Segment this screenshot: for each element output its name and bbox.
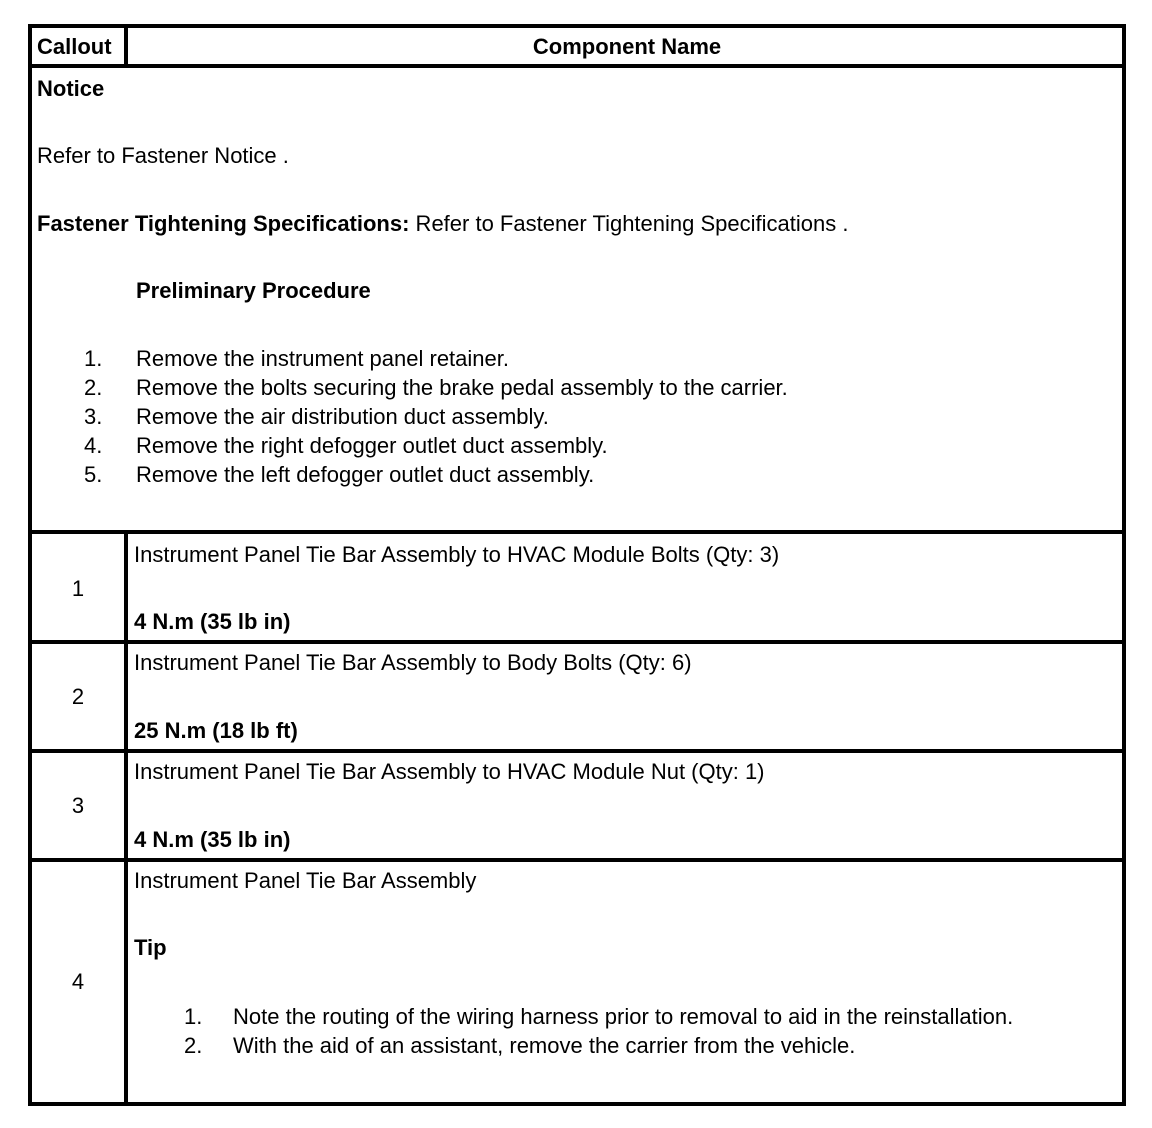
tip-title: Tip	[134, 935, 167, 960]
row3-divider	[32, 858, 1122, 862]
row-component-name: Instrument Panel Tie Bar Assembly	[134, 868, 477, 893]
row-component-name: Instrument Panel Tie Bar Assembly to HVAC Module Bolts (Qty: 3)	[134, 542, 780, 567]
step-number: 4.	[84, 433, 103, 458]
notice-spec-line	[37, 211, 848, 237]
step-text: Remove the bolts securing the brake pedal assembly to the carrier.	[136, 375, 788, 400]
notice-divider	[32, 530, 1122, 534]
row-callout: 1	[71, 576, 85, 601]
row-torque: 4 N.m (35 lb in)	[134, 827, 291, 852]
notice-refer-text: Refer to Fastener Notice .	[37, 143, 289, 168]
tip-step-number: 2.	[184, 1033, 203, 1058]
row-callout: 4	[71, 969, 85, 994]
row-callout: 2	[71, 684, 85, 709]
header-callout: Callout	[37, 34, 112, 59]
column-divider	[124, 534, 128, 1106]
spec-text: Refer to Fastener Tightening Specifications .	[409, 211, 849, 236]
step-number: 1.	[84, 346, 103, 371]
row-component-name: Instrument Panel Tie Bar Assembly to Body Bolts (Qty: 6)	[134, 650, 692, 675]
step-text: Remove the air distribution duct assembly.	[136, 404, 549, 429]
tip-step-text: Note the routing of the wiring harness prior to removal to aid in the reinstallation.	[233, 1004, 1014, 1029]
tip-step-text: With the aid of an assistant, remove the carrier from the vehicle.	[233, 1033, 856, 1058]
row2-divider	[32, 749, 1122, 753]
step-number: 5.	[84, 462, 103, 487]
row-component-name: Instrument Panel Tie Bar Assembly to HVAC Module Nut (Qty: 1)	[134, 759, 765, 784]
step-text: Remove the left defogger outlet duct assembly.	[136, 462, 595, 487]
row-torque: 4 N.m (35 lb in)	[134, 609, 291, 634]
header-divider	[32, 64, 1122, 68]
row-torque: 25 N.m (18 lb ft)	[134, 718, 298, 743]
row-callout: 3	[71, 793, 85, 818]
spec-label: Fastener Tightening Specifications:	[37, 211, 410, 236]
notice-title: Notice	[37, 76, 105, 101]
row1-divider	[32, 640, 1122, 644]
step-text: Remove the instrument panel retainer.	[136, 346, 509, 371]
step-text: Remove the right defogger outlet duct assembly.	[136, 433, 608, 458]
step-number: 3.	[84, 404, 103, 429]
preliminary-title: Preliminary Procedure	[136, 278, 371, 303]
header-component-name: Component Name	[532, 34, 722, 59]
step-number: 2.	[84, 375, 103, 400]
tip-step-number: 1.	[184, 1004, 203, 1029]
